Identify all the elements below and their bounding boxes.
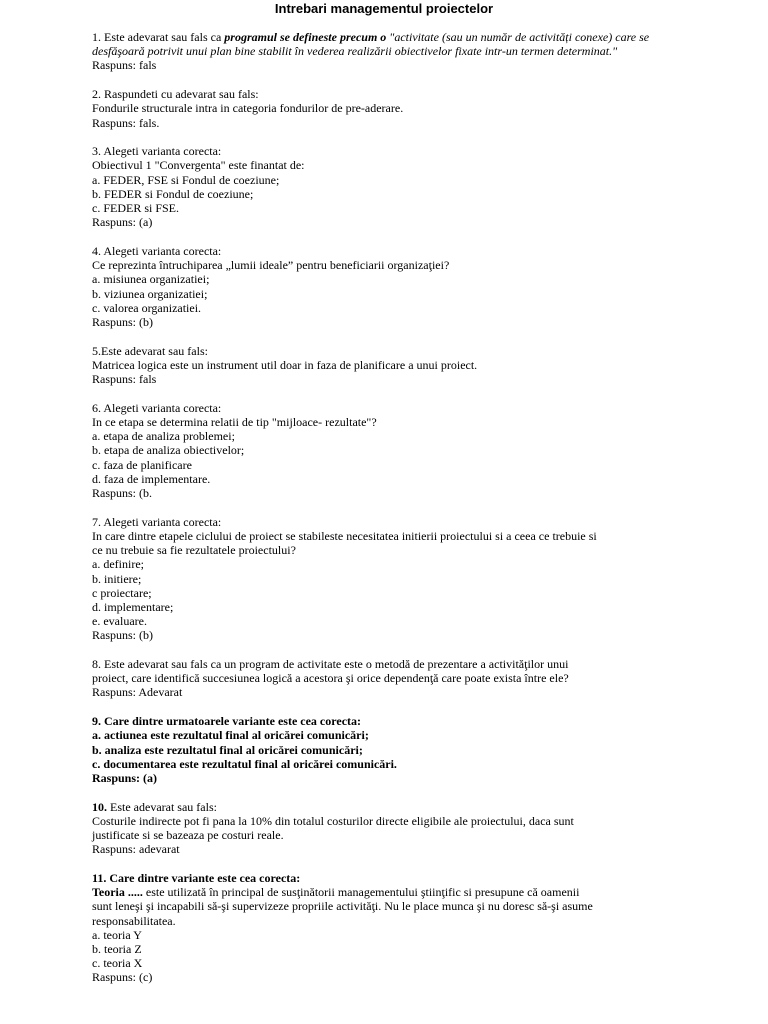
question-3-option-a: a. FEDER, FSE si Fondul de coeziune; [92, 172, 280, 187]
question-10-number: 10. [92, 799, 107, 814]
question-4-option-a: a. misiunea organizatiei; [92, 272, 210, 287]
question-9-option-c: c. documentarea este rezultatul final al oricărei comunicări. [92, 756, 397, 771]
page-title: Intrebari managementul proiectelor [274, 1, 494, 16]
question-11-option-b: b. teoria Z [92, 941, 142, 956]
question-6 [92, 401, 676, 500]
question-4-option-b: b. viziunea organizatiei; [92, 286, 208, 301]
question-4-option-c: c. valorea organizatiei. [92, 300, 202, 315]
question-3-statement: Obiectivul 1 "Convergenta" este finantat de: [92, 158, 305, 173]
question-11 [92, 871, 676, 985]
question-8-statement-cont: proiect, care identifică succesiunea logică a acestora şi orice dependenţă care poate exista între ele? [92, 671, 569, 686]
question-3-answer: Raspuns: (a) [92, 215, 153, 230]
question-7 [92, 515, 676, 643]
question-11-prompt: 11. Care dintre variante este cea corecta: [92, 870, 301, 885]
question-2-answer: Raspuns: fals. [92, 115, 160, 130]
question-6-option-c: c. faza de planificare [92, 457, 192, 472]
question-11-term: Teoria ..... [92, 885, 143, 900]
question-8-answer: Raspuns: Adevarat [92, 685, 183, 700]
question-4-answer: Raspuns: (b) [92, 314, 153, 329]
question-2-statement: Fondurile structurale intra in categoria fondurilor de pre-aderare. [92, 101, 404, 116]
question-1-quote: "activitate (sau un număr de activități conexe) care se desfăşoară potrivit unui plan bine stabilit în vederea realizării obiectivelor fixate intr-un termen determinat." [92, 30, 650, 59]
question-6-option-d: d. faza de implementare. [92, 471, 211, 486]
question-7-answer: Raspuns: (b) [92, 628, 153, 643]
question-5-prompt: 5.Este adevarat sau fals: [92, 343, 208, 358]
question-6-option-b: b. etapa de analiza obiectivelor; [92, 443, 245, 458]
question-11-option-a: a. teoria Y [92, 927, 142, 942]
question-1-emphasis: programul se defineste precum o [224, 30, 387, 44]
question-10-statement: Costurile indirecte pot fi pana la 10% din totalul costurilor directe eligibile ale proiectului, daca sunt [92, 813, 574, 828]
question-1-answer: Raspuns: fals [92, 58, 157, 73]
question-9-option-a: a. actiunea este rezultatul final al oricărei comunicări; [92, 728, 369, 743]
question-7-option-a: a. definire; [92, 557, 144, 572]
question-7-option-b: b. initiere; [92, 571, 142, 586]
question-2-prompt: 2. Raspundeti cu adevarat sau fals: [92, 87, 259, 102]
question-3 [92, 144, 676, 229]
question-7-option-e: e. evaluare. [92, 614, 147, 629]
question-6-option-a: a. etapa de analiza problemei; [92, 429, 235, 444]
question-4-prompt: 4. Alegeti varianta corecta: [92, 243, 222, 258]
question-9 [92, 714, 676, 785]
question-10 [92, 800, 676, 857]
question-4 [92, 244, 676, 329]
question-10-answer: Raspuns: adevarat [92, 842, 180, 857]
question-6-answer: Raspuns: (b. [92, 485, 152, 500]
question-11-statement [92, 885, 676, 899]
question-6-statement: In ce etapa se determina relatii de tip "mijloace- rezultate"? [92, 414, 377, 429]
question-10-statement-cont: justificate si se bazeaza pe costuri reale. [92, 828, 284, 843]
question-11-option-c: c. teoria X [92, 956, 143, 971]
question-5 [92, 344, 676, 387]
question-3-prompt: 3. Alegeti varianta corecta: [92, 144, 222, 159]
question-8-statement: 8. Este adevarat sau fals ca un program de activitate este o metodă de prezentare a activităţilor unui [92, 657, 569, 672]
question-9-prompt: 9. Care dintre urmatoarele variante este cea corecta: [92, 714, 362, 729]
question-7-option-d: d. implementare; [92, 599, 174, 614]
question-7-statement: In care dintre etapele ciclului de proiect se stabileste necesitatea initierii proiectului si a ceea ce trebuie si [92, 528, 597, 543]
question-9-option-b: b. analiza este rezultatul final al oricărei comunicări; [92, 742, 363, 757]
question-1-intro: 1. Este adevarat sau fals ca [92, 30, 225, 44]
question-5-statement: Matricea logica este un instrument util doar in faza de planificare a unui proiect. [92, 357, 478, 372]
question-11-statement-end: responsabilitatea. [92, 913, 176, 928]
question-11-statement-cont: sunt leneşi şi incapabili să-şi supervizeze propriile activităţi. Nu le place munca şi nu doresc să-şi asume [92, 899, 593, 914]
question-10-prompt-text: Este adevarat sau fals: [107, 799, 217, 814]
question-5-answer: Raspuns: fals [92, 372, 157, 387]
question-11-statement-text: este utilizată în principal de susţinătorii managementului ştiinţific si presupune că oamenii [142, 885, 580, 900]
question-1 [92, 30, 676, 73]
question-7-statement-cont: ce nu trebuie sa fie rezultatele proiectului? [92, 543, 296, 558]
question-11-answer: Raspuns: (c) [92, 970, 153, 985]
question-3-option-b: b. FEDER si Fondul de coeziune; [92, 186, 254, 201]
question-1-text [92, 30, 676, 58]
question-7-option-c: c proiectare; [92, 585, 152, 600]
question-4-statement: Ce reprezinta întruchiparea „lumii ideale” pentru beneficiarii organizaţiei? [92, 258, 450, 273]
question-8 [92, 657, 676, 700]
question-6-prompt: 6. Alegeti varianta corecta: [92, 400, 222, 415]
question-2 [92, 87, 676, 130]
question-3-option-c: c. FEDER si FSE. [92, 201, 180, 216]
question-7-prompt: 7. Alegeti varianta corecta: [92, 514, 222, 529]
question-10-prompt [92, 800, 676, 814]
question-9-answer: Raspuns: (a) [92, 770, 158, 785]
